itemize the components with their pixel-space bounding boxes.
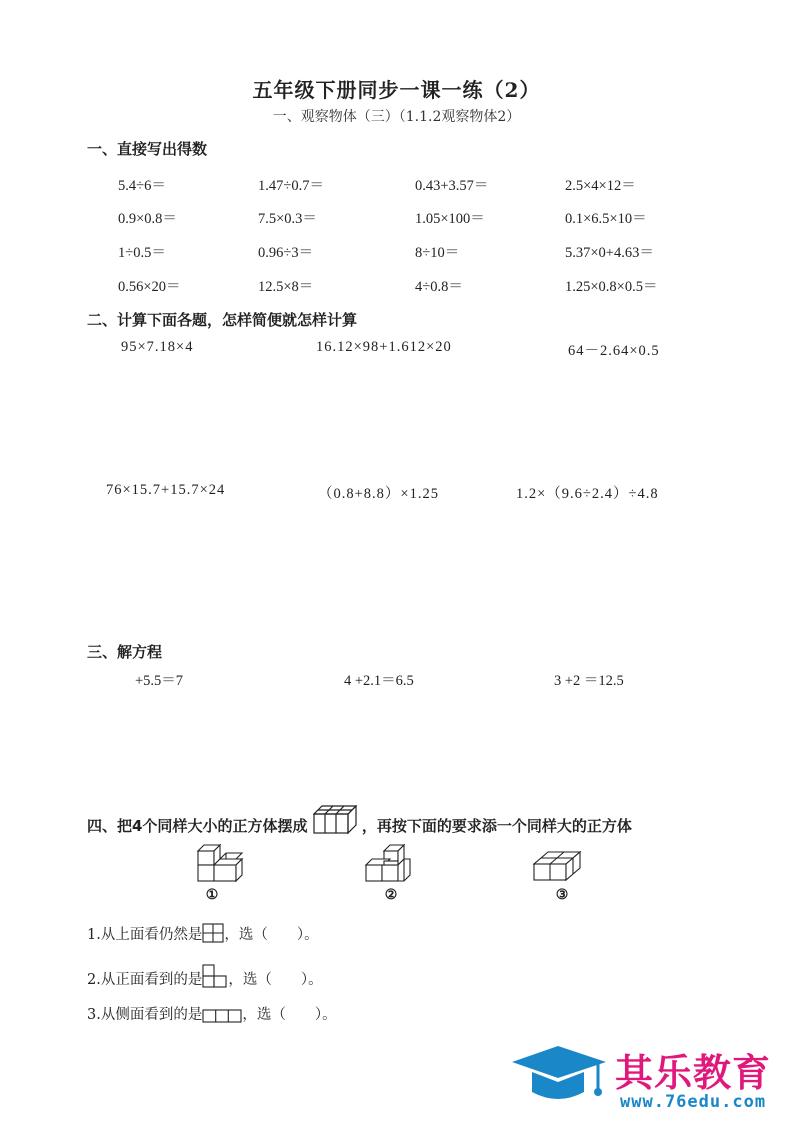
cube-figure-1 bbox=[196, 843, 246, 885]
top-view-grid-icon bbox=[202, 923, 224, 943]
oral-calc-item: 5.37×0+4.63＝ bbox=[565, 245, 654, 261]
page-title: 五年级下册同步一课一练（2） bbox=[252, 78, 541, 102]
equation: 4 +2.1＝6.5 bbox=[344, 673, 414, 689]
section1-heading: 一、直接写出得数 bbox=[87, 140, 208, 158]
calc-problem: （0.8+8.8）×1.25 bbox=[318, 486, 439, 502]
front-view-l-shape-icon bbox=[202, 964, 228, 988]
question-1-post: ，选（ ）。 bbox=[224, 927, 319, 943]
oral-calc-item: 0.56×20＝ bbox=[118, 279, 181, 295]
oral-calc-item: 0.9×0.8＝ bbox=[118, 211, 177, 227]
three-cube-row-figure bbox=[313, 805, 357, 835]
side-view-three-row-icon bbox=[202, 1009, 242, 1023]
oral-calc-item: 5.4÷6＝ bbox=[118, 178, 166, 194]
oral-calc-item: 8÷10＝ bbox=[415, 245, 460, 261]
logo-brand-name: 其乐教育 bbox=[615, 1051, 772, 1095]
question-2-pre: 2.从正面看到的是 bbox=[87, 972, 203, 988]
oral-calc-item: 12.5×8＝ bbox=[258, 279, 314, 295]
figure-label-1: ① bbox=[205, 887, 219, 903]
question-3-pre: 3.从侧面看到的是 bbox=[87, 1007, 203, 1023]
oral-calc-item: 0.43+3.57＝ bbox=[415, 178, 489, 194]
oral-calc-item: 2.5×4×12＝ bbox=[565, 178, 636, 194]
page-subtitle: 一、观察物体（三）（1.1.2观察物体2） bbox=[272, 109, 521, 125]
section2-heading: 二、计算下面各题，怎样简便就怎样计算 bbox=[87, 311, 358, 329]
oral-calc-item: 7.5×0.3＝ bbox=[258, 211, 317, 227]
equation: 3 +2 ＝12.5 bbox=[554, 673, 624, 689]
question-2-post: ，选（ ）。 bbox=[228, 972, 323, 988]
equation: +5.5＝7 bbox=[135, 673, 184, 689]
question-1 bbox=[87, 923, 319, 944]
figure-label-2: ② bbox=[384, 887, 398, 903]
calc-problem: 64－2.64×0.5 bbox=[568, 343, 660, 359]
question-3-post: ，选（ ）。 bbox=[242, 1007, 337, 1023]
question-3 bbox=[87, 1003, 337, 1024]
oral-calc-item: 1.05×100＝ bbox=[415, 211, 485, 227]
oral-calc-item: 0.96÷3＝ bbox=[258, 245, 314, 261]
section4-heading-post: ，再按下面的要求添一个同样大的正方体 bbox=[361, 817, 632, 835]
calc-problem: 76×15.7+15.7×24 bbox=[106, 482, 226, 498]
oral-calc-item: 1.25×0.8×0.5＝ bbox=[565, 279, 658, 295]
question-1-pre: 1.从上面看仍然是 bbox=[87, 927, 203, 943]
question-2 bbox=[87, 964, 323, 989]
cube-figure-3 bbox=[532, 850, 584, 884]
section3-heading: 三、解方程 bbox=[87, 643, 163, 661]
section4-heading-pre: 四、把4个同样大小的正方体摆成 bbox=[87, 817, 308, 835]
section4-heading bbox=[87, 805, 632, 836]
cube-figure-2 bbox=[364, 843, 414, 885]
oral-calc-item: 4÷0.8＝ bbox=[415, 279, 463, 295]
calc-problem: 95×7.18×4 bbox=[121, 339, 194, 355]
calc-problem: 1.2×（9.6÷2.4）÷4.8 bbox=[516, 486, 659, 502]
oral-calc-item: 1.47÷0.7＝ bbox=[258, 178, 324, 194]
calc-problem: 16.12×98+1.612×20 bbox=[316, 339, 452, 355]
oral-calc-item: 1÷0.5＝ bbox=[118, 245, 166, 261]
logo-url: www.76edu.com bbox=[620, 1092, 767, 1112]
figure-label-3: ③ bbox=[555, 887, 569, 903]
oral-calc-item: 0.1×6.5×10＝ bbox=[565, 211, 647, 227]
